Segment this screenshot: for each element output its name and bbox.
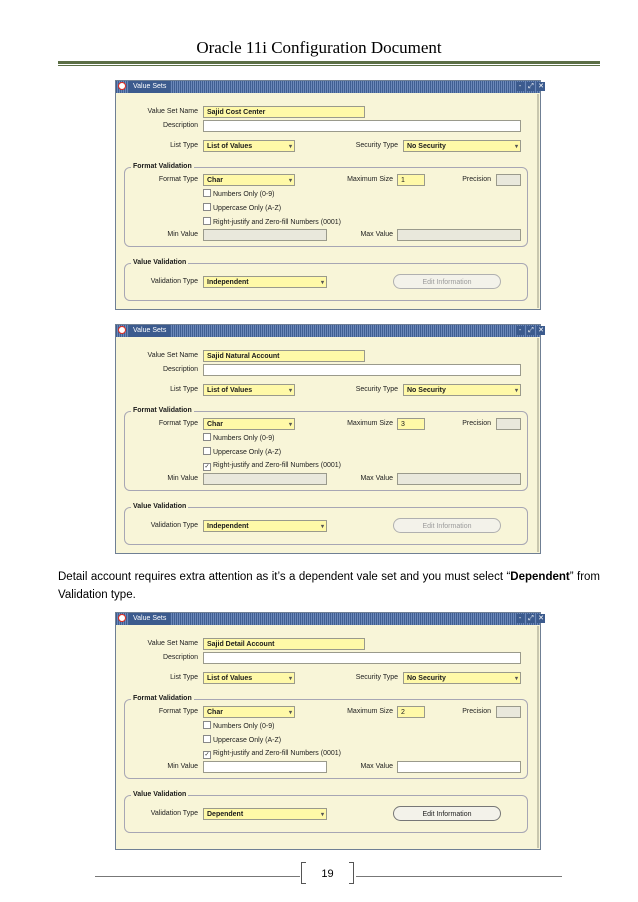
value-validation-title: Value Validation [133,259,187,266]
window-scrollbar[interactable] [537,338,539,552]
header-rule [58,61,600,64]
precision-label: Precision [462,708,491,715]
footer-rule-left [95,876,300,877]
precision-label: Precision [462,420,491,427]
checkbox-label: Right-justify and Zero-fill Numbers (0001) [213,462,341,469]
list-type-select[interactable] [203,672,295,684]
window-title-bar[interactable] [116,81,544,93]
chevron-down-icon: ▾ [288,676,292,682]
validation-type-label: Validation Type [150,522,198,529]
checkbox-box[interactable] [203,447,211,455]
document-title: Oracle 11i Configuration Document [196,38,442,57]
min-value-field[interactable] [203,761,327,773]
validation-type-select[interactable] [203,520,327,532]
chevron-down-icon: ▾ [514,144,518,150]
restore-icon[interactable]: ⤢ [528,327,534,334]
checkbox-box[interactable] [203,217,211,225]
chevron-down-icon: ▾ [288,144,292,150]
description-field[interactable] [203,652,521,664]
validation-type-label: Validation Type [150,278,198,285]
uppercase-only-checkbox[interactable] [203,447,281,457]
window-scrollbar[interactable] [537,626,539,848]
security-type-label: Security Type [355,142,398,149]
list-type-label: List Type [170,674,198,681]
validation-type-value: Independent [207,279,249,286]
min-value-field[interactable] [203,473,327,485]
numbers-only-checkbox[interactable] [203,189,274,199]
edit-information-button[interactable]: Edit Information [393,518,501,533]
description-label: Description [162,366,198,373]
window-title: Value Sets [129,81,170,93]
format-validation-title: Format Validation [133,695,192,702]
oracle-logo-icon [118,614,126,622]
checkbox-label: Uppercase Only (A-Z) [213,205,282,212]
value-sets-window [115,324,544,554]
format-validation-title: Format Validation [133,407,192,414]
minimize-icon[interactable]: ‐ [516,82,524,91]
list-type-select[interactable] [203,384,295,396]
format-type-value: Char [207,709,223,716]
format-type-label: Format Type [158,176,198,183]
edit-information-button[interactable]: Edit Information [393,806,501,821]
value-sets-window [115,612,544,850]
list-type-select[interactable] [203,140,295,152]
footer-bracket-right [349,862,354,884]
validation-type-select[interactable] [203,276,327,288]
value-set-name-field[interactable]: Sajid Natural Account [203,350,365,362]
security-type-value: No Security [407,143,446,150]
restore-icon[interactable]: ⤢ [528,83,534,90]
page-number: 19 [321,868,334,880]
description-label: Description [162,122,198,129]
uppercase-only-checkbox[interactable] [203,203,281,213]
window-title-bar[interactable] [116,613,544,625]
list-type-value: List of Values [207,143,253,150]
value-set-name-label: Value Set Name [147,108,198,115]
close-icon[interactable]: ✕ [538,615,544,622]
value-set-name-field[interactable]: Sajid Cost Center [203,106,365,118]
close-icon[interactable]: ✕ [538,327,544,334]
value-set-name-field[interactable]: Sajid Detail Account [203,638,365,650]
min-value-field[interactable] [203,229,327,241]
maximum-size-field[interactable]: 2 [397,706,425,718]
max-value-field[interactable] [397,761,521,773]
footer-rule-right [356,876,562,877]
window-title: Value Sets [129,613,170,625]
chevron-down-icon: ▾ [514,388,518,394]
checkbox-label: Right-justify and Zero-fill Numbers (0001) [213,750,341,757]
header-rule-thin [58,65,600,66]
checkbox-box[interactable] [203,735,211,743]
list-type-label: List Type [170,142,198,149]
maximum-size-field[interactable]: 3 [397,418,425,430]
min-value-label: Min Value [167,763,198,770]
checkbox-box[interactable] [203,433,211,441]
validation-type-value: Dependent [207,811,244,818]
oracle-logo-icon [118,82,126,90]
maximum-size-label: Maximum Size [347,420,393,427]
security-type-select[interactable] [403,140,521,152]
validation-type-value: Independent [207,523,249,530]
security-type-select[interactable] [403,384,521,396]
window-scrollbar[interactable] [537,94,539,308]
maximum-size-field[interactable]: 1 [397,174,425,186]
precision-field[interactable] [496,418,521,430]
security-type-label: Security Type [355,674,398,681]
checkbox-label: Uppercase Only (A-Z) [213,449,282,456]
body-paragraph: Detail account requires extra attention as it’s a dependent vale set and you must select “Dependent” from Validation type. [58,571,600,601]
value-set-name-label: Value Set Name [147,640,198,647]
validation-type-select[interactable] [203,808,327,820]
value-sets-window [115,80,544,310]
description-field[interactable] [203,364,521,376]
max-value-field[interactable] [397,229,521,241]
validation-type-label: Validation Type [150,810,198,817]
description-field[interactable] [203,120,521,132]
oracle-logo-icon [118,326,126,334]
window-title-bar[interactable] [116,325,544,337]
checkbox-box[interactable] [203,189,211,197]
chevron-down-icon: ▾ [320,524,324,530]
min-value-label: Min Value [167,231,198,238]
format-type-select[interactable] [203,174,295,186]
dependent-emphasis: Dependent [510,571,570,583]
right-justify-checkbox[interactable] [203,749,341,759]
max-value-label: Max Value [360,763,393,770]
checkbox-label: Numbers Only (0-9) [213,435,275,442]
max-value-label: Max Value [360,231,393,238]
format-type-select[interactable] [203,706,295,718]
chevron-down-icon: ▾ [320,280,324,286]
max-value-label: Max Value [360,475,393,482]
security-type-label: Security Type [355,386,398,393]
chevron-down-icon: ▾ [288,388,292,394]
minimize-icon[interactable]: ‐ [516,326,524,335]
max-value-field[interactable] [397,473,521,485]
format-type-select[interactable] [203,418,295,430]
chevron-down-icon: ▾ [514,676,518,682]
checkbox-box[interactable] [203,721,211,729]
format-type-value: Char [207,177,223,184]
checkbox-box[interactable] [203,203,211,211]
edit-information-button[interactable]: Edit Information [393,274,501,289]
list-type-label: List Type [170,386,198,393]
format-type-label: Format Type [158,420,198,427]
precision-label: Precision [462,176,491,183]
checkbox-label: Right-justify and Zero-fill Numbers (0001) [213,219,341,226]
security-type-value: No Security [407,675,446,682]
value-validation-title: Value Validation [133,503,187,510]
numbers-only-checkbox[interactable] [203,721,274,731]
checkbox-box[interactable]: ✓ [204,464,210,470]
maximum-size-label: Maximum Size [347,176,393,183]
minimize-icon[interactable]: ‐ [516,614,524,623]
right-justify-checkbox[interactable] [203,461,341,471]
restore-icon[interactable]: ⤢ [528,615,534,622]
value-set-name-label: Value Set Name [147,352,198,359]
format-validation-title: Format Validation [133,163,192,170]
description-label: Description [162,654,198,661]
format-type-value: Char [207,421,223,428]
close-icon[interactable]: ✕ [538,83,544,90]
list-type-value: List of Values [207,387,253,394]
security-type-value: No Security [407,387,446,394]
precision-field[interactable] [496,706,521,718]
chevron-down-icon: ▾ [288,178,292,184]
list-type-value: List of Values [207,675,253,682]
checkbox-label: Numbers Only (0-9) [213,191,275,198]
min-value-label: Min Value [167,475,198,482]
precision-field[interactable] [496,174,521,186]
window-title: Value Sets [129,325,170,337]
chevron-down-icon: ▾ [288,710,292,716]
maximum-size-label: Maximum Size [347,708,393,715]
chevron-down-icon: ▾ [320,812,324,818]
format-type-label: Format Type [158,708,198,715]
security-type-select[interactable] [403,672,521,684]
numbers-only-checkbox[interactable] [203,433,274,443]
checkbox-label: Numbers Only (0-9) [213,723,275,730]
chevron-down-icon: ▾ [288,422,292,428]
checkbox-box[interactable]: ✓ [204,752,210,758]
value-validation-title: Value Validation [133,791,187,798]
right-justify-checkbox[interactable] [203,217,341,227]
uppercase-only-checkbox[interactable] [203,735,281,745]
checkbox-label: Uppercase Only (A-Z) [213,737,282,744]
